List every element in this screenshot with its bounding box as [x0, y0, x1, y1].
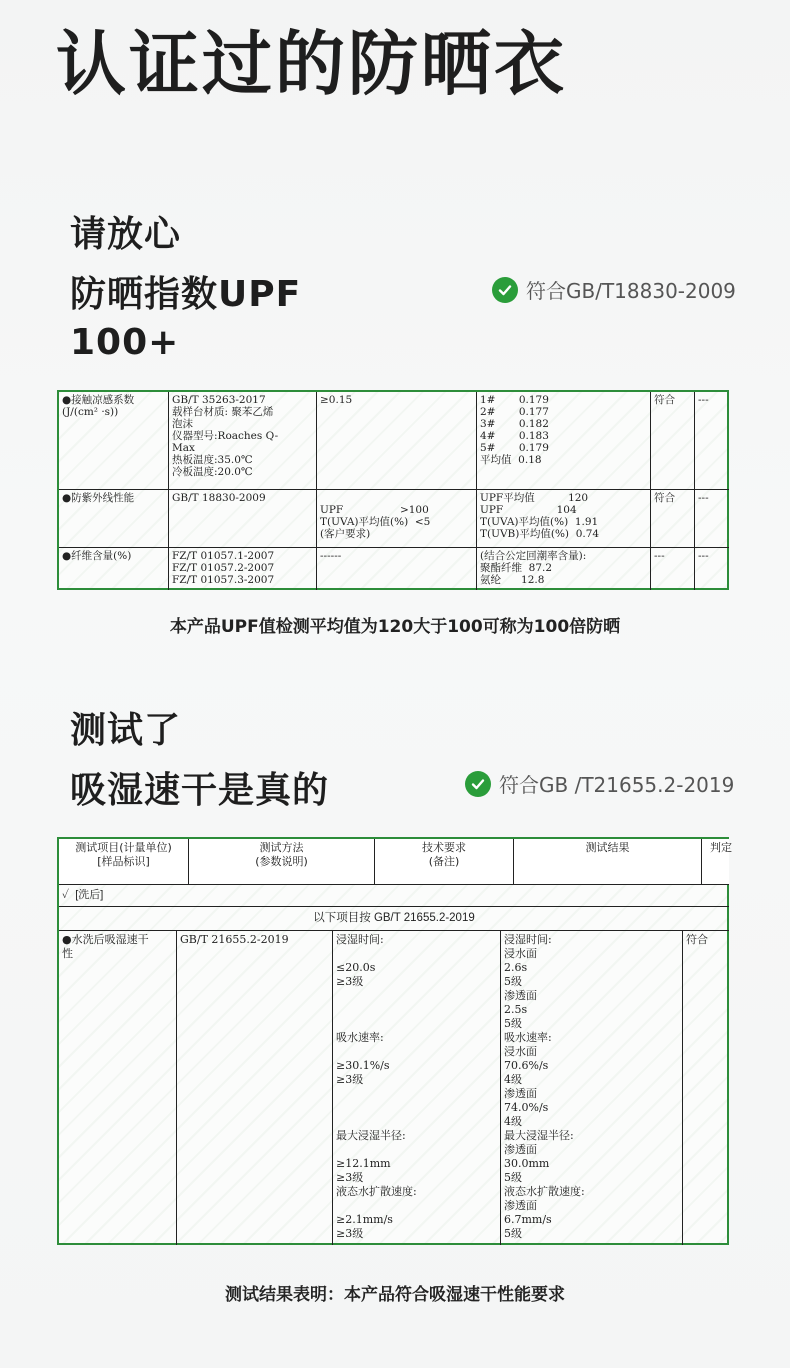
- header-result: 测试结果: [514, 839, 702, 885]
- upf-test-report-table: [57, 390, 729, 590]
- row1-method: GB/T 35263-2017 载样台材质: 聚苯乙烯 泡沫 仪器型号:Roaches Q- Max 热板温度:35.0℃ 冷板温度:20.0℃: [169, 392, 317, 490]
- row2-requirement: UPF >100 T(UVA)平均值(%) <5 (客户要求): [317, 490, 477, 548]
- header-item: 测试项目(计量单位) [样品标识]: [59, 839, 189, 885]
- compliance-badge-quick-dry: [465, 769, 734, 798]
- badge-label: 符合GB /T21655.2-2019: [499, 773, 735, 797]
- page-title: 认证过的防晒衣: [56, 23, 567, 105]
- row2-method: GB/T 18830-2009: [169, 490, 317, 548]
- row3-method: FZ/T 01057.1-2007 FZ/T 01057.2-2007 FZ/T 01057.3-2007: [169, 548, 317, 590]
- header-method: 测试方法 (参数说明): [189, 839, 375, 885]
- row1-verdict: 符合: [651, 392, 695, 490]
- test-basis: 以下项目按 GB/T 21655.2-2019: [59, 907, 729, 931]
- row-item: ●水洗后吸湿速干 性: [59, 931, 177, 1245]
- row-method: GB/T 21655.2-2019: [177, 931, 333, 1245]
- row-verdict: 符合: [686, 933, 708, 946]
- row2-remark: ---: [695, 490, 729, 548]
- badge-label: 符合GB/T18830-2009: [526, 279, 736, 303]
- quick-dry-test-report-table: [57, 837, 732, 1245]
- row1-result: 1# 0.179 2# 0.177 3# 0.182 4# 0.183 5# 0.179 平均值 0.18: [477, 392, 651, 490]
- row-result: 浸湿时间: 浸水面 2.6s 5级 渗透面 2.5s 5级 吸水速率: 浸水面 70.6%/s 4级 渗透面 74.0%/s 4级 最大浸湿半径: 渗透面 30.0mm 5级 液态水扩散速度: 渗透面 6.7mm/s 5级: [501, 931, 683, 1245]
- section2-line1: 测试了: [70, 710, 182, 751]
- row-requirement: 浸湿时间: ≤20.0s ≥3级 吸水速率: ≥30.1%/s ≥3级 最大浸湿半径: ≥12.1mm ≥3级 液态水扩散速度: ≥2.1mm/s ≥3级: [333, 931, 501, 1245]
- row2-item: ●防紫外线性能: [59, 490, 169, 548]
- section1-line2: 防晒指数UPF: [70, 274, 302, 315]
- quick-dry-caption: 测试结果表明：本产品符合吸湿速干性能要求: [225, 1285, 565, 1305]
- section1-line3: 100+: [70, 322, 180, 363]
- upf-caption: 本产品UPF值检测平均值为120大于100可称为100倍防晒: [169, 617, 621, 637]
- header-requirement: 技术要求 (备注): [375, 839, 514, 885]
- after-wash-label: ✓ [洗后]: [59, 885, 729, 907]
- row3-verdict: ---: [651, 548, 695, 590]
- check-icon: [492, 277, 518, 303]
- row1-item: ●接触凉感系数 (J/(cm² ·s)): [59, 392, 169, 490]
- check-icon: [465, 771, 491, 797]
- header-verdict: 判定: [702, 839, 729, 885]
- row3-requirement: ------: [317, 548, 477, 590]
- row1-remark: ---: [695, 392, 729, 490]
- row3-remark: ---: [698, 550, 709, 562]
- row1-requirement: ≥0.15: [317, 392, 477, 490]
- section2-line2: 吸湿速干是真的: [70, 770, 330, 811]
- row3-result: (结合公定回潮率含量): 聚酯纤维 87.2 氨纶 12.8: [477, 548, 651, 590]
- row3-item: ●纤维含量(%): [59, 548, 169, 590]
- compliance-badge-upf: [492, 275, 736, 304]
- section1-line1: 请放心: [70, 214, 182, 255]
- row2-result: UPF平均值 120 UPF 104 T(UVA)平均值(%) 1.91 T(UVB)平均值(%) 0.74: [477, 490, 651, 548]
- row2-verdict: 符合: [651, 490, 695, 548]
